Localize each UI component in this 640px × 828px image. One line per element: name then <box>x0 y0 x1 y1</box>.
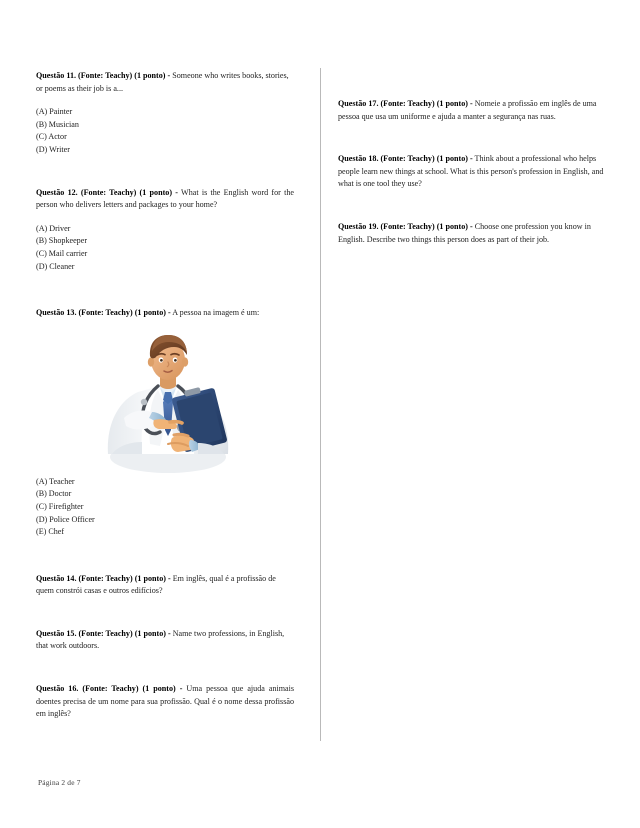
question-block-q12 <box>36 187 294 212</box>
question-text-q16 <box>36 683 294 721</box>
doctor-illustration <box>94 326 242 474</box>
question-label-q15: Questão 15. (Fonte: Teachy) (1 ponto) - <box>36 628 171 638</box>
spacer <box>36 157 294 187</box>
question-block-q17 <box>338 98 604 123</box>
option-item: (E) Chef <box>36 527 65 537</box>
question-body-q17: Nomeie a profissão em inglês de uma pessoa que usa um uniforme e ajuda a manter a segurança nas ruas. <box>338 99 597 121</box>
spacer <box>36 598 294 628</box>
option-item: (C) Firefighter <box>36 501 84 511</box>
options-list-q12 <box>36 223 294 273</box>
question-block-q15 <box>36 628 294 653</box>
question-label-q18: Questão 18. (Fonte: Teachy) (1 ponto) - <box>338 154 473 164</box>
option-item: (D) Cleaner <box>36 261 75 271</box>
question-body-q15: Name two professions, in English, that work outdoors. <box>36 628 285 651</box>
question-block-q13 <box>36 307 294 320</box>
question-body-q16: Uma pessoa que ajuda animais doentes precisa de um nome para sua profissão. Qual é o nome dessa profissão em inglês? <box>36 684 294 719</box>
question-block-q16 <box>36 683 294 721</box>
option-item: (C) Mail carrier <box>36 248 88 258</box>
spacer <box>36 273 294 307</box>
right-column <box>338 98 604 246</box>
question-text-q19 <box>338 221 604 246</box>
spacer <box>36 539 294 573</box>
left-column <box>36 70 294 721</box>
question-label-q17: Questão 17. (Fonte: Teachy) (1 ponto) - <box>338 99 473 108</box>
question-label-q14: Questão 14. (Fonte: Teachy) (1 ponto) - <box>36 573 171 583</box>
option-item: (B) Shopkeeper <box>36 236 88 246</box>
question-block-q14 <box>36 573 294 598</box>
question-body-q13: A pessoa na imagem é um: <box>170 308 260 318</box>
option-item: (A) Painter <box>36 107 73 117</box>
spacer <box>36 95 294 106</box>
page-footer: Página 2 de 7 <box>38 778 81 787</box>
question-figure-q13 <box>36 326 294 476</box>
option-item: (B) Doctor <box>36 489 72 499</box>
option-item: (A) Driver <box>36 223 71 233</box>
question-text-q18 <box>338 153 604 191</box>
option-item: (A) Teacher <box>36 476 75 486</box>
question-label-q13: Questão 13. (Fonte: Teachy) (1 ponto) - <box>36 308 171 318</box>
options-list-q13 <box>36 476 294 539</box>
option-item: (D) Police Officer <box>36 514 95 524</box>
question-text-q17 <box>338 98 604 123</box>
question-label-q16: Questão 16. (Fonte: Teachy) (1 ponto) - <box>36 684 183 694</box>
question-body-q14: Em inglês, qual é a profissão de quem constrói casas e outros edifícios? <box>36 573 276 596</box>
question-label-q12: Questão 12. (Fonte: Teachy) (1 ponto) - <box>36 187 178 197</box>
spacer <box>338 191 604 221</box>
question-text-q14 <box>36 573 294 598</box>
question-body-q12: What is the English word for the person who delivers letters and packages to your home? <box>36 187 294 210</box>
question-text-q12 <box>36 187 294 212</box>
option-item: (C) Actor <box>36 132 67 142</box>
spacer <box>338 123 604 153</box>
question-text-q13 <box>36 307 294 320</box>
spacer <box>36 212 294 223</box>
question-body-q19: Choose one profession you know in English. Describe two things this person does as part of their job. <box>338 221 591 244</box>
question-block-q11 <box>36 70 294 95</box>
spacer <box>36 653 294 683</box>
options-list-q11 <box>36 106 294 156</box>
question-body-q18: Think about a professional who helps people learn new things at school. What is this person's profession in English, and what is one tool they use? <box>338 154 604 189</box>
question-text-q11 <box>36 70 294 95</box>
question-block-q18 <box>338 153 604 191</box>
option-item: (D) Writer <box>36 144 70 154</box>
question-label-q19: Questão 19. (Fonte: Teachy) (1 ponto) - <box>338 221 473 231</box>
question-block-q19 <box>338 221 604 246</box>
question-body-q11: Someone who writes books, stories, or poems as their job is a... <box>36 71 289 93</box>
question-label-q11: Questão 11. (Fonte: Teachy) (1 ponto) - <box>36 71 171 80</box>
question-text-q15 <box>36 628 294 653</box>
column-divider <box>320 68 321 741</box>
option-item: (B) Musician <box>36 119 79 129</box>
